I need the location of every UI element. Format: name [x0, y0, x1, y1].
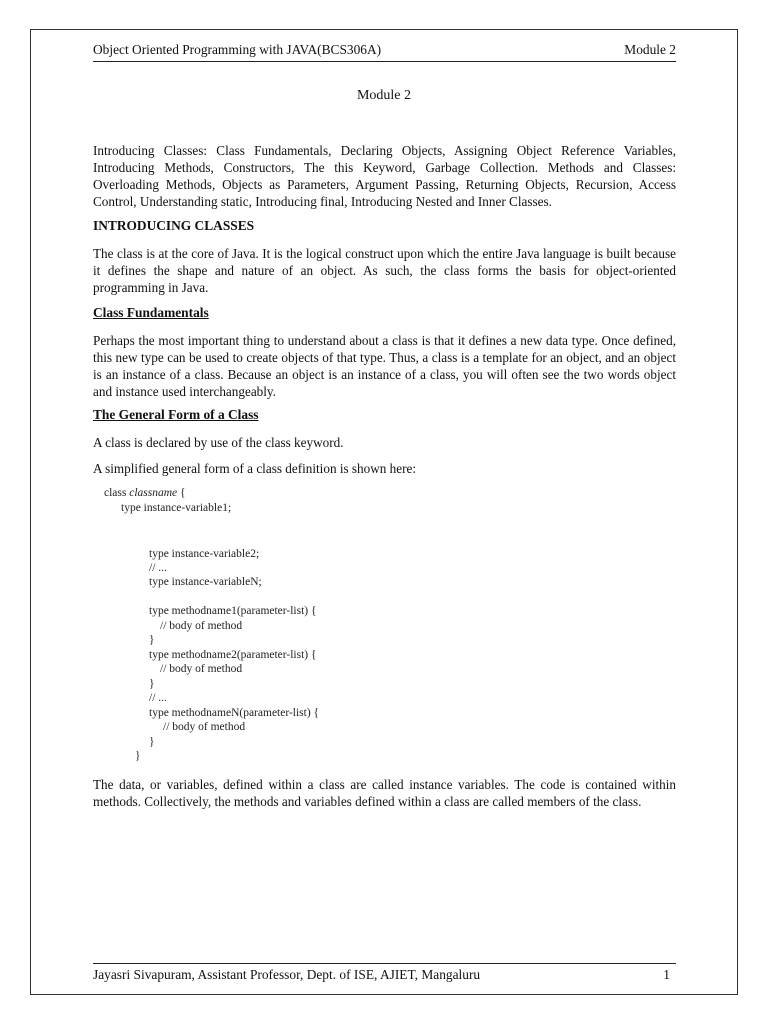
general-form-line2: A simplified general form of a class definition is shown here: — [93, 461, 417, 476]
code-classname: classname — [129, 487, 178, 499]
code-line: // body of method — [160, 663, 243, 675]
introducing-paragraph: The class is at the core of Java. It is the logical construct upon which the entire Java language is built because it defines the shape and nature of an object. As such, the class forms the basis for object-oriented programming in Java. — [93, 246, 676, 295]
header-course: Object Oriented Programming with JAVA(BCS306A) — [93, 42, 382, 57]
code-line-class — [104, 486, 186, 501]
code-line: // body of method — [160, 620, 243, 632]
code-line: type instance-variable2; — [149, 548, 260, 560]
footer-page-number: 1 — [663, 967, 670, 982]
code-line: } — [135, 750, 141, 762]
page-footer — [93, 963, 676, 986]
code-line: // ... — [149, 692, 167, 704]
closing-paragraph: The data, or variables, defined within a class are called instance variables. The code is contained within methods. Collectively, the methods and variables defined within a class are called members of the class. — [93, 777, 676, 809]
header-module: Module 2 — [624, 42, 676, 57]
heading-class-fundamentals: Class Fundamentals — [93, 305, 209, 320]
code-line: // ... — [149, 562, 167, 574]
heading-general-form: The General Form of a Class — [93, 407, 259, 422]
page-title: Module 2 — [356, 88, 412, 103]
code-line: type instance-variable1; — [121, 502, 232, 514]
code-line: } — [149, 634, 155, 646]
general-form-line1: A class is declared by use of the class keyword. — [93, 435, 344, 450]
fundamentals-paragraph: Perhaps the most important thing to understand about a class is that it defines a new data type. Once defined, this new type can be used to create objects of that type. Thus, a class is a template for an object, and an object is an instance of a class. Because an object is an instance of a class, you will often see the two words object and instance used interchangeably. — [93, 333, 676, 399]
heading-introducing-classes: INTRODUCING CLASSES — [93, 218, 255, 233]
footer-author: Jayasri Sivapuram, Assistant Professor, Dept. of ISE, AJIET, Mangaluru — [93, 967, 481, 982]
page-header — [93, 42, 676, 62]
code-line: // body of method — [163, 721, 246, 733]
code-line: } — [149, 678, 155, 690]
code-class-keyword: class — [104, 487, 130, 499]
code-line: } — [149, 736, 155, 748]
code-line: type methodname2(parameter-list) { — [149, 649, 317, 661]
code-open-brace: { — [177, 487, 186, 499]
code-line: type methodnameN(parameter-list) { — [149, 707, 320, 719]
intro-paragraph: Introducing Classes: Class Fundamentals, Declaring Objects, Assigning Object Reference Variables, Introducing Methods, Constructors, The this Keyword, Garbage Collection. Methods and Classes: Overloading Methods, Objects as Parameters, Argument Passing, Returning Objects, Recursion, Access Control, Understanding static, Introducing final, Introducing Nested and Inner Classes. — [93, 143, 676, 209]
code-line: type methodname1(parameter-list) { — [149, 605, 317, 617]
code-line: type instance-variableN; — [149, 576, 262, 588]
